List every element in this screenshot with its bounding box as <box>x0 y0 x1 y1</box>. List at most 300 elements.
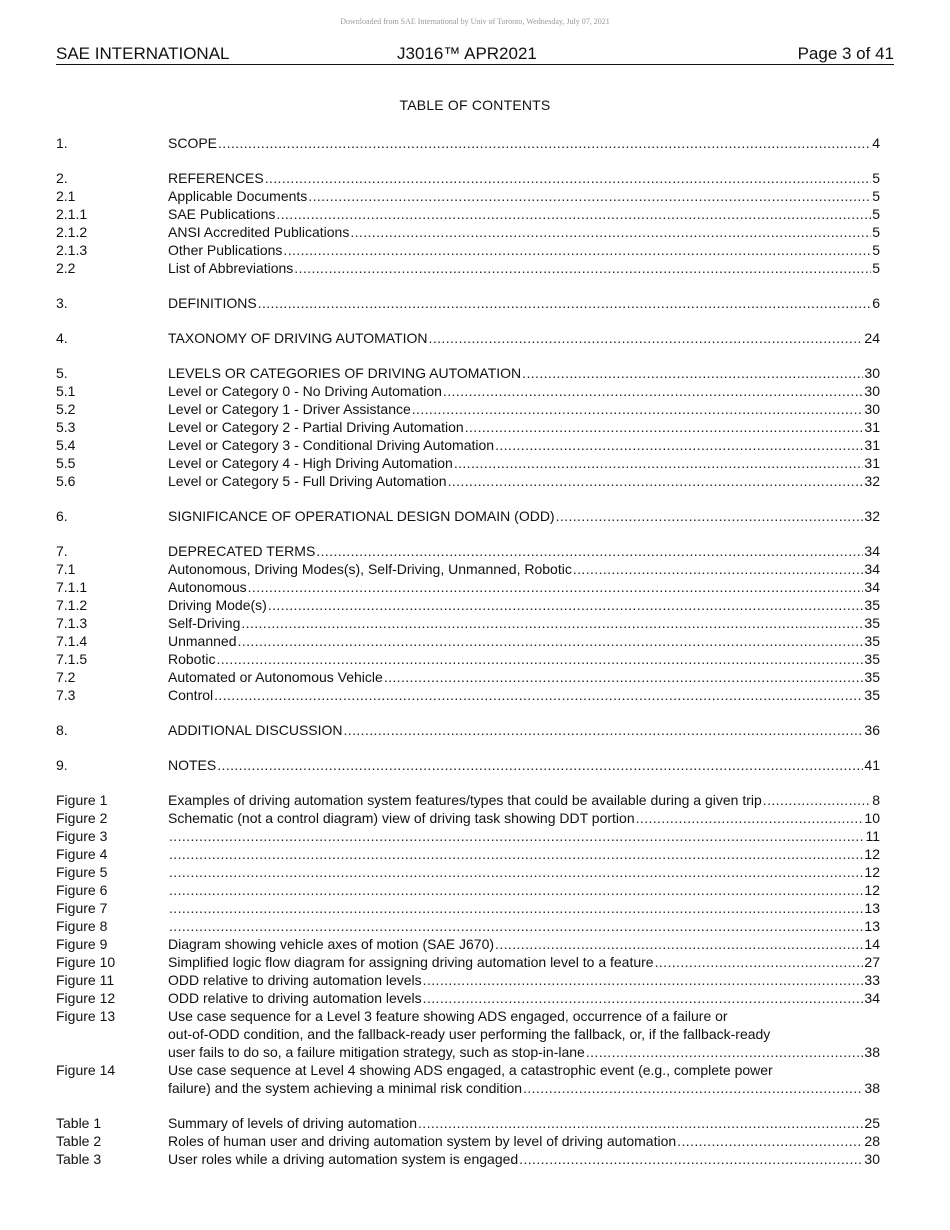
toc-entry-line <box>168 614 880 632</box>
toc-entry-body <box>168 223 880 241</box>
toc-entry-number: Figure 1 <box>56 792 108 808</box>
toc-entry[interactable] <box>56 1061 880 1097</box>
toc-entry-body <box>168 845 880 863</box>
toc-entry-body <box>168 971 880 989</box>
toc-entry[interactable] <box>56 596 880 614</box>
toc-entry-number: Figure 10 <box>56 954 116 970</box>
toc-entry-line <box>168 382 880 400</box>
dot-leader <box>238 632 864 650</box>
toc-entry-page: 24 <box>864 330 880 346</box>
toc-entry-body <box>168 863 880 881</box>
dot-leader <box>344 721 864 739</box>
toc-entry[interactable] <box>56 454 880 472</box>
toc-entry[interactable] <box>56 917 880 935</box>
toc-entry[interactable] <box>56 953 880 971</box>
toc-entry[interactable] <box>56 863 880 881</box>
toc-entry-number: 5.1 <box>56 383 76 399</box>
toc-entry[interactable] <box>56 187 880 205</box>
dot-leader <box>448 472 864 490</box>
toc-entry-body <box>168 472 880 490</box>
toc-entry-number: 7.1.1 <box>56 579 88 595</box>
toc-entry-line <box>168 863 880 881</box>
toc-entry-title: Simplified logic flow diagram for assigning driving automation level to a feature <box>168 954 654 970</box>
toc-entry-title: REFERENCES <box>168 170 264 186</box>
toc-entry-page: 6 <box>872 295 880 311</box>
toc-entry-number: 6. <box>56 508 68 524</box>
toc-entry-title: Level or Category 3 - Conditional Driving Automation <box>168 437 495 453</box>
dot-leader <box>169 827 864 845</box>
toc-entry-line <box>168 507 880 525</box>
toc-entry-number: 2.1 <box>56 188 76 204</box>
dot-leader <box>265 169 872 187</box>
toc-entry[interactable] <box>56 845 880 863</box>
toc-entry-line <box>168 756 880 774</box>
toc-entry-body <box>168 917 880 935</box>
toc-entry-title: Level or Category 2 - Partial Driving Automation <box>168 419 464 435</box>
toc-entry-page: 13 <box>864 918 880 934</box>
toc-entry-body <box>168 881 880 899</box>
dot-leader <box>573 560 864 578</box>
toc-entry[interactable] <box>56 400 880 418</box>
toc-entry-title: Control <box>168 687 214 703</box>
toc-entry-number: 2.1.3 <box>56 242 88 258</box>
toc-entry[interactable] <box>56 686 880 704</box>
toc-entry-page: 34 <box>864 543 880 559</box>
toc-entry-number: Figure 14 <box>56 1062 116 1078</box>
toc-entry-line <box>168 1043 880 1061</box>
toc-entry-line <box>168 241 880 259</box>
toc-entry-number: Table 3 <box>56 1151 102 1167</box>
toc-entry-body <box>168 809 880 827</box>
toc-entry-number: 7.1.3 <box>56 615 88 631</box>
toc-entry-page: 12 <box>864 864 880 880</box>
dot-leader <box>418 1114 863 1132</box>
table-of-contents <box>56 134 880 1168</box>
toc-entry-number: 5.4 <box>56 437 76 453</box>
toc-entry-body <box>168 418 880 436</box>
dot-leader <box>465 418 864 436</box>
dot-leader <box>423 989 864 1007</box>
toc-entry-line <box>168 259 880 277</box>
toc-entry-page: 38 <box>864 1044 880 1060</box>
toc-entry-page: 34 <box>864 990 880 1006</box>
toc-entry-title: Autonomous, Driving Modes(s), Self-Driving, Unmanned, Robotic <box>168 561 572 577</box>
toc-entry-page: 5 <box>872 170 880 186</box>
toc-entry-body <box>168 259 880 277</box>
toc-entry-title: Level or Category 1 - Driver Assistance <box>168 401 411 417</box>
toc-entry-page: 4 <box>872 135 880 151</box>
dot-leader <box>495 935 863 953</box>
toc-entry[interactable] <box>56 881 880 899</box>
toc-entry-page: 35 <box>864 633 880 649</box>
dot-leader <box>523 1079 863 1097</box>
toc-entry-page: 12 <box>864 846 880 862</box>
toc-entry-title: Robotic <box>168 651 216 667</box>
toc-entry[interactable] <box>56 1150 880 1168</box>
toc-entry-title-line: out-of-ODD condition, and the fallback-ready user performing the fallback, or, if the fallback-ready <box>168 1026 771 1042</box>
toc-entry[interactable] <box>56 721 880 739</box>
toc-entry-body <box>168 632 880 650</box>
toc-entry-page: 33 <box>864 972 880 988</box>
toc-entry-line <box>168 418 880 436</box>
toc-entry-line <box>168 1114 880 1132</box>
toc-entry-line <box>168 989 880 1007</box>
toc-entry-title: LEVELS OR CATEGORIES OF DRIVING AUTOMATION <box>168 365 522 381</box>
dot-leader <box>217 756 863 774</box>
dot-leader <box>268 596 864 614</box>
toc-entry-number: 2.1.2 <box>56 224 88 240</box>
toc-entry-title: NOTES <box>168 757 217 773</box>
toc-entry-page: 28 <box>864 1133 880 1149</box>
toc-entry-page: 5 <box>872 242 880 258</box>
toc-entry-page: 14 <box>864 936 880 952</box>
toc-entry-body <box>168 507 880 525</box>
toc-entry-title-line: Use case sequence for a Level 3 feature showing ADS engaged, occurrence of a failure or <box>168 1008 728 1024</box>
toc-entry[interactable] <box>56 259 880 277</box>
header-organization: SAE INTERNATIONAL <box>56 44 230 63</box>
toc-entry[interactable] <box>56 809 880 827</box>
toc-entry-page: 31 <box>864 419 880 435</box>
toc-entry-title: SIGNIFICANCE OF OPERATIONAL DESIGN DOMAIN (ODD) <box>168 508 555 524</box>
toc-entry-number: 2.1.1 <box>56 206 88 222</box>
dot-leader <box>519 1150 863 1168</box>
dot-leader <box>495 436 863 454</box>
toc-entry-page: 5 <box>872 188 880 204</box>
toc-entry[interactable] <box>56 756 880 774</box>
toc-entry-line <box>168 668 880 686</box>
toc-entry-body <box>168 560 880 578</box>
toc-entry-line <box>168 881 880 899</box>
toc-entry-line <box>168 845 880 863</box>
toc-entry-number: 7.1.2 <box>56 597 88 613</box>
dot-leader <box>636 809 864 827</box>
dot-leader <box>258 294 872 312</box>
toc-entry-line <box>168 134 880 152</box>
toc-entry[interactable] <box>56 791 880 809</box>
toc-entry-body <box>168 400 880 418</box>
toc-entry-title: Diagram showing vehicle axes of motion (SAE J670) <box>168 936 495 952</box>
toc-entry-number: 2.2 <box>56 260 76 276</box>
toc-entry-number: Figure 3 <box>56 828 108 844</box>
toc-entry-number: Figure 12 <box>56 990 116 1006</box>
toc-entry-body <box>168 721 880 739</box>
dot-leader <box>350 223 871 241</box>
toc-entry-title: Schematic (not a control diagram) view of driving task showing DDT portion <box>168 810 635 826</box>
toc-entry-page: 8 <box>872 792 880 808</box>
toc-entry-number: Figure 6 <box>56 882 108 898</box>
toc-entry[interactable] <box>56 134 880 152</box>
toc-entry-body <box>168 756 880 774</box>
toc-entry-page: 35 <box>864 615 880 631</box>
toc-entry-body <box>168 329 880 347</box>
toc-entry-number: 7.1.4 <box>56 633 88 649</box>
toc-entry-title: User roles while a driving automation system is engaged <box>168 1151 519 1167</box>
toc-entry-title: List of Abbreviations <box>168 260 294 276</box>
toc-entry-line <box>168 560 880 578</box>
toc-entry-page: 5 <box>872 206 880 222</box>
toc-entry-line <box>168 223 880 241</box>
toc-entry-title: Summary of levels of driving automation <box>168 1115 417 1131</box>
toc-entry-line <box>168 791 880 809</box>
toc-entry-line <box>168 294 880 312</box>
toc-entry-line <box>168 721 880 739</box>
dot-leader <box>214 686 863 704</box>
toc-entry-title: Roles of human user and driving automation system by level of driving automation <box>168 1133 677 1149</box>
toc-entry-title: failure) and the system achieving a minimal risk condition <box>168 1080 523 1096</box>
toc-entry[interactable] <box>56 1007 880 1061</box>
toc-entry-number: Figure 11 <box>56 972 115 988</box>
toc-entry-body <box>168 953 880 971</box>
toc-entry-line <box>168 1150 880 1168</box>
toc-entry[interactable] <box>56 329 880 347</box>
toc-entry-page: 27 <box>864 954 880 970</box>
toc-entry-number: 7.1 <box>56 561 76 577</box>
toc-entry-number: 5.6 <box>56 473 76 489</box>
toc-entry-body <box>168 1150 880 1168</box>
toc-entry-title: ANSI Accredited Publications <box>168 224 350 240</box>
toc-entry[interactable] <box>56 578 880 596</box>
toc-entry-title-line: Use case sequence at Level 4 showing ADS engaged, a catastrophic event (e.g., complete power <box>168 1062 773 1078</box>
toc-entry-title: Applicable Documents <box>168 188 308 204</box>
toc-entry-number: 8. <box>56 722 68 738</box>
toc-entry-page: 10 <box>864 810 880 826</box>
dot-leader <box>276 205 871 223</box>
toc-entry-line <box>168 827 880 845</box>
toc-entry-line <box>168 971 880 989</box>
toc-entry-page: 30 <box>864 1151 880 1167</box>
dot-leader <box>308 187 871 205</box>
toc-entry-body <box>168 294 880 312</box>
header-page-number: Page 3 of 41 <box>797 44 894 63</box>
toc-entry[interactable] <box>56 382 880 400</box>
dot-leader <box>169 863 863 881</box>
toc-entry-body <box>168 686 880 704</box>
toc-entry-title: TAXONOMY OF DRIVING AUTOMATION <box>168 330 428 346</box>
toc-entry-page: 11 <box>865 828 880 844</box>
toc-entry-line <box>168 329 880 347</box>
dot-leader <box>429 329 864 347</box>
toc-entry-body <box>168 1007 880 1061</box>
toc-entry-number: 7. <box>56 543 68 559</box>
toc-entry[interactable] <box>56 205 880 223</box>
toc-entry-title: ADDITIONAL DISCUSSION <box>168 722 343 738</box>
toc-entry-page: 30 <box>864 401 880 417</box>
toc-entry[interactable] <box>56 899 880 917</box>
toc-entry-number: Figure 5 <box>56 864 108 880</box>
toc-entry-body <box>168 205 880 223</box>
toc-entry-number: Figure 9 <box>56 936 108 952</box>
toc-entry-title: Other Publications <box>168 242 283 258</box>
toc-entry-line <box>168 809 880 827</box>
dot-leader <box>677 1132 863 1150</box>
toc-entry[interactable] <box>56 418 880 436</box>
toc-entry-body <box>168 436 880 454</box>
toc-entry-title: Unmanned <box>168 633 237 649</box>
toc-entry-page: 35 <box>864 651 880 667</box>
toc-entry-line <box>168 650 880 668</box>
toc-entry-page: 34 <box>864 561 880 577</box>
toc-entry-body <box>168 1114 880 1132</box>
toc-entry-line <box>168 472 880 490</box>
dot-leader <box>763 791 871 809</box>
toc-entry[interactable] <box>56 1132 880 1150</box>
toc-entry-line <box>168 578 880 596</box>
toc-entry-body <box>168 578 880 596</box>
toc-entry-body <box>168 989 880 1007</box>
dot-leader <box>241 614 863 632</box>
toc-entry-line <box>168 1079 880 1097</box>
toc-entry[interactable] <box>56 436 880 454</box>
toc-entry-line <box>168 632 880 650</box>
toc-entry-page: 34 <box>864 579 880 595</box>
toc-entry-number: Figure 2 <box>56 810 108 826</box>
toc-entry-page: 35 <box>864 687 880 703</box>
toc-entry-page: 36 <box>864 722 880 738</box>
toc-entry-line <box>168 899 880 917</box>
toc-entry-number: Figure 4 <box>56 846 108 862</box>
toc-entry-number: 5.3 <box>56 419 76 435</box>
toc-entry-body <box>168 241 880 259</box>
toc-entry-body <box>168 935 880 953</box>
toc-entry-number: Figure 8 <box>56 918 108 934</box>
toc-entry-title: Level or Category 4 - High Driving Automation <box>168 455 453 471</box>
dot-leader <box>443 382 864 400</box>
toc-entry-page: 41 <box>864 757 880 773</box>
toc-entry-body <box>168 542 880 560</box>
toc-entry[interactable] <box>56 827 880 845</box>
toc-entry-line <box>168 187 880 205</box>
toc-entry[interactable] <box>56 560 880 578</box>
toc-entry-title: Driving Mode(s) <box>168 597 267 613</box>
toc-entry-line <box>168 169 880 187</box>
toc-entry[interactable] <box>56 507 880 525</box>
toc-entry-title: DEPRECATED TERMS <box>168 543 316 559</box>
toc-entry-title: user fails to do so, a failure mitigation strategy, such as stop-in-lane <box>168 1044 585 1060</box>
toc-entry-number: 3. <box>56 295 68 311</box>
toc-entry-page: 31 <box>864 455 880 471</box>
toc-entry-body <box>168 899 880 917</box>
toc-entry-page: 30 <box>864 365 880 381</box>
dot-leader <box>384 668 864 686</box>
toc-entry-number: 2. <box>56 170 68 186</box>
toc-entry[interactable] <box>56 632 880 650</box>
toc-entry[interactable] <box>56 294 880 312</box>
dot-leader <box>454 454 864 472</box>
toc-entry-body <box>168 650 880 668</box>
toc-entry[interactable] <box>56 223 880 241</box>
toc-entry[interactable] <box>56 1114 880 1132</box>
toc-entry-page: 32 <box>864 508 880 524</box>
toc-entry-line <box>168 1132 880 1150</box>
toc-entry[interactable] <box>56 650 880 668</box>
dot-leader <box>423 971 864 989</box>
toc-entry-page: 25 <box>864 1115 880 1131</box>
toc-entry-number: 7.2 <box>56 669 76 685</box>
dot-leader <box>169 845 863 863</box>
toc-entry[interactable] <box>56 364 880 382</box>
toc-entry[interactable] <box>56 668 880 686</box>
toc-entry-body <box>168 596 880 614</box>
toc-entry-line <box>168 364 880 382</box>
toc-entry-title: Self-Driving <box>168 615 241 631</box>
toc-entry-line <box>168 935 880 953</box>
dot-leader <box>169 899 863 917</box>
toc-entry-number: Table 2 <box>56 1133 102 1149</box>
toc-entry-title: DEFINITIONS <box>168 295 257 311</box>
dot-leader <box>522 364 863 382</box>
toc-entry[interactable] <box>56 472 880 490</box>
dot-leader <box>169 881 863 899</box>
toc-entry-page: 31 <box>864 437 880 453</box>
toc-entry-title: SCOPE <box>168 135 218 151</box>
toc-entry-line <box>168 542 880 560</box>
toc-entry-body <box>168 1132 880 1150</box>
toc-entry-title: ODD relative to driving automation levels <box>168 972 422 988</box>
toc-entry-line <box>168 953 880 971</box>
toc-entry-body <box>168 169 880 187</box>
toc-entry[interactable] <box>56 989 880 1007</box>
toc-entry-number: 7.1.5 <box>56 651 88 667</box>
toc-entry-body <box>168 614 880 632</box>
toc-entry-number: 1. <box>56 135 68 151</box>
toc-entry[interactable] <box>56 971 880 989</box>
toc-entry-number: 5.2 <box>56 401 76 417</box>
toc-entry-page: 5 <box>872 260 880 276</box>
toc-entry-line <box>168 454 880 472</box>
toc-entry-page: 12 <box>864 882 880 898</box>
dot-leader <box>218 134 871 152</box>
toc-entry-number: 5. <box>56 365 68 381</box>
toc-entry-title: ODD relative to driving automation levels <box>168 990 422 1006</box>
toc-entry-number: Figure 7 <box>56 900 108 916</box>
toc-entry-title: Autonomous <box>168 579 247 595</box>
toc-entry-body <box>168 827 880 845</box>
toc-entry[interactable] <box>56 542 880 560</box>
toc-entry-body <box>168 187 880 205</box>
toc-entry-title: Automated or Autonomous Vehicle <box>168 669 383 685</box>
toc-entry-line <box>168 596 880 614</box>
toc-entry-body <box>168 382 880 400</box>
toc-entry-line <box>168 400 880 418</box>
toc-entry-number: 7.3 <box>56 687 76 703</box>
toc-entry-page: 35 <box>864 669 880 685</box>
header-document-id: J3016™ APR2021 <box>397 44 537 63</box>
toc-entry-number: Figure 13 <box>56 1008 116 1024</box>
toc-entry[interactable] <box>56 935 880 953</box>
page-header <box>56 44 894 65</box>
toc-entry[interactable] <box>56 241 880 259</box>
toc-entry[interactable] <box>56 169 880 187</box>
toc-entry-number: 5.5 <box>56 455 76 471</box>
toc-entry-title: Examples of driving automation system features/types that could be available during a given trip <box>168 792 762 808</box>
toc-entry-body <box>168 454 880 472</box>
toc-title: TABLE OF CONTENTS <box>399 97 551 113</box>
toc-entry-page: 5 <box>872 224 880 240</box>
dot-leader <box>316 542 863 560</box>
toc-entry-body <box>168 791 880 809</box>
toc-entry-page: 35 <box>864 597 880 613</box>
toc-entry-body <box>168 1061 880 1097</box>
toc-entry-title: Level or Category 0 - No Driving Automation <box>168 383 442 399</box>
toc-entry-body <box>168 364 880 382</box>
dot-leader <box>216 650 863 668</box>
dot-leader <box>556 507 864 525</box>
toc-entry[interactable] <box>56 614 880 632</box>
toc-entry-title: SAE Publications <box>168 206 276 222</box>
toc-entry-body <box>168 134 880 152</box>
toc-entry-line <box>168 205 880 223</box>
toc-entry-number: Table 1 <box>56 1115 102 1131</box>
